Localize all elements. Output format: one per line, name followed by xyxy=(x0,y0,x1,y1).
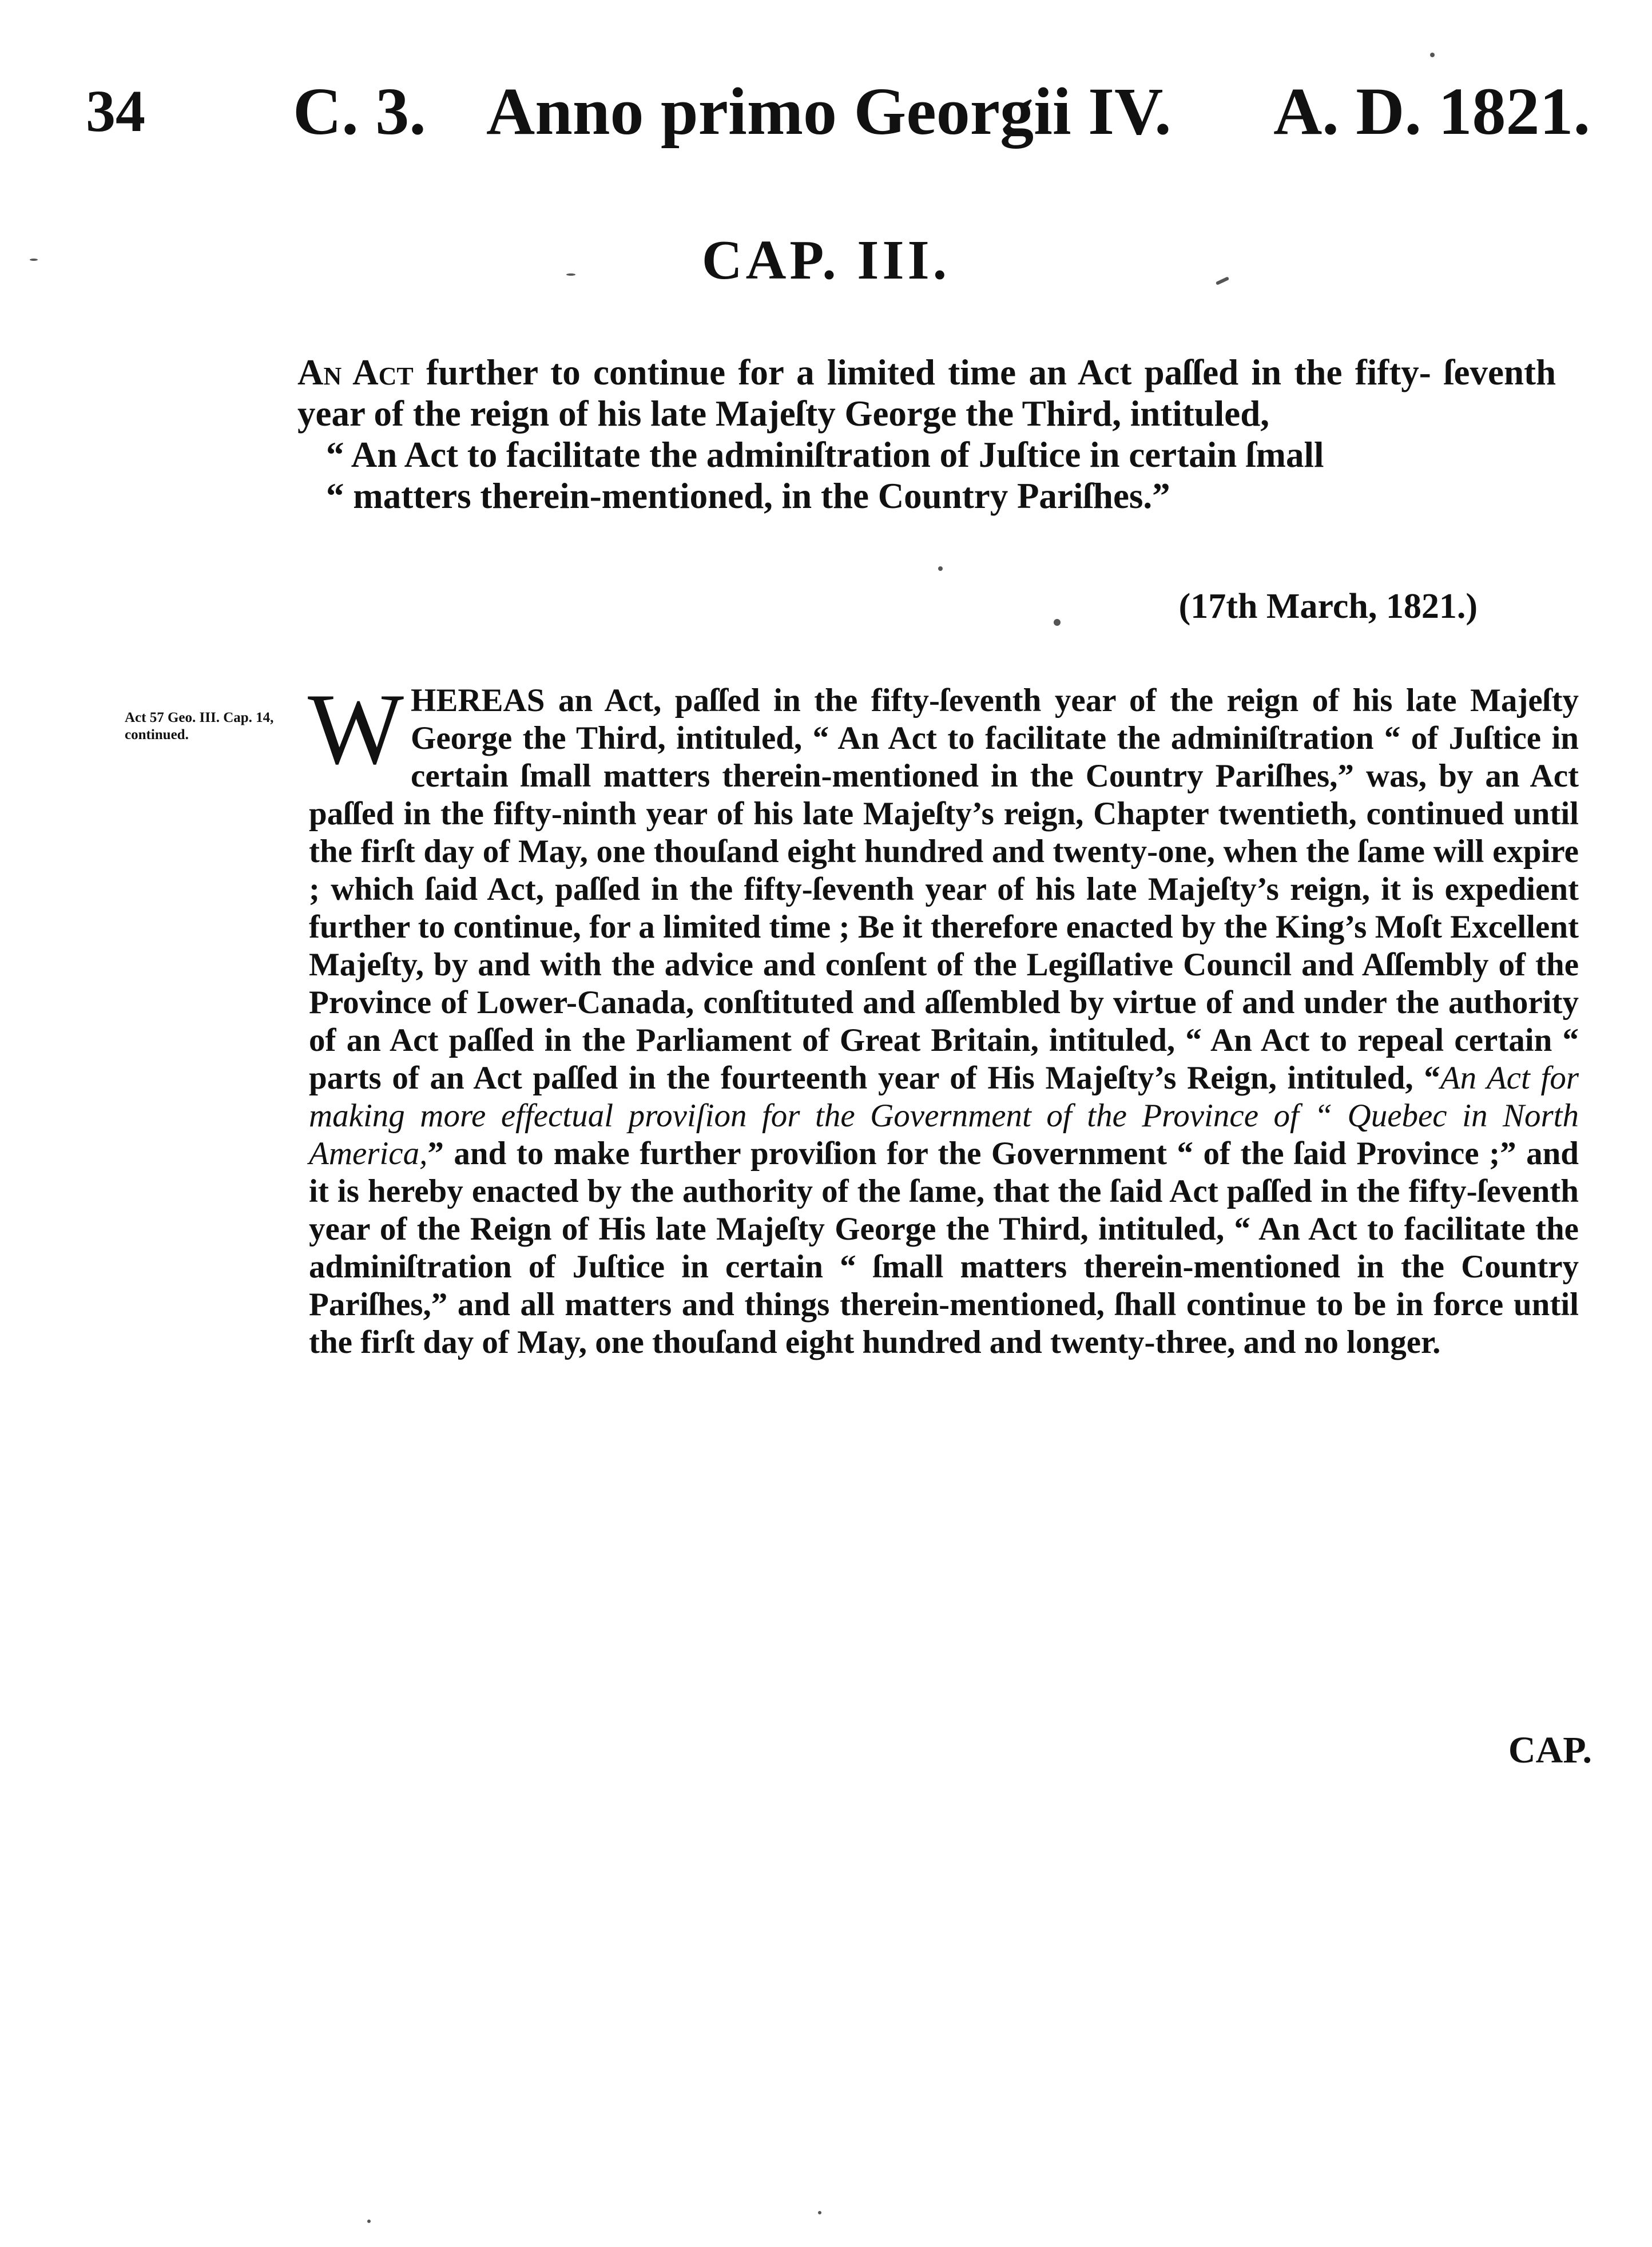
chapter-number: C. 3. xyxy=(293,74,426,149)
enacting-paragraph xyxy=(308,672,1579,1361)
act-title-line-1: further to continue for a limited time an Act paſſed in the fifty- xyxy=(426,352,1431,392)
running-head xyxy=(86,69,1590,154)
act-title-line-3: “ An Act to facilitate the adminiſtration of Juſtice in certain ſmall xyxy=(326,435,1324,475)
paragraph-text-part-2: ” and to make further proviſion for the Government “ of the ſaid Province ;” and it is hereby enacted by the authority of the ſame, that the ſaid Act paſſed in the fifty-ſeventh year of the Reign of His late Majeſty George the Third, intituled, “ An Act to facilitate the adminiſtration of Juſtice in certain “ ſmall matters therein-mentioned in the Country Pariſhes,” and all matters and things therein-mentioned, ſhall continue to be in force until the firſt day of May, one thouſand eight hundred and twenty-three, and no longer. xyxy=(309,1136,1579,1360)
regnal-title: Anno primo Georgii IV. xyxy=(486,74,1172,149)
year-of-act: A. D. 1821. xyxy=(1273,74,1590,149)
act-title-lead: An Act xyxy=(297,352,414,392)
scan-speck xyxy=(938,566,943,571)
scan-speck xyxy=(367,2220,371,2223)
act-title xyxy=(297,352,1556,517)
scan-speck xyxy=(1054,619,1061,626)
page-number: 34 xyxy=(86,78,145,144)
cap-heading: CAP. III. xyxy=(701,229,951,291)
paragraph-italic-title: An Act for making more effectual proviſion for the Government of the Province of “ Quebec in North America, xyxy=(309,1060,1579,1172)
scan-speck xyxy=(1430,53,1435,57)
assent-date: (17th March, 1821.) xyxy=(1178,587,1478,626)
drop-capital: W xyxy=(308,672,404,785)
scan-speck xyxy=(30,259,38,261)
scan-speck xyxy=(566,273,575,276)
catchword: CAP. xyxy=(1508,1729,1592,1771)
margin-note: Act 57 Geo. III. Cap. 14, continued. xyxy=(125,710,274,743)
act-title-line-4: “ matters therein-mentioned, in the Country Pariſhes.” xyxy=(326,476,1170,516)
paragraph-text-part-1: HEREAS an Act, paſſed in the fifty-ſeventh year of the reign of his late Majeſty George the Third, intituled, “ An Act to facilitate the adminiſtration “ of Juſtice in certain ſmall matters therein-mentioned in the Country Pariſhes,” was, by an Act paſſed in the fifty-ninth year of his late Majeſty’s reign, Chapter twentieth, continued until the firſt day of May, one thouſand eight hundred and twenty-one, when the ſame will expire ; which ſaid Act, paſſed in the fifty-ſeventh year of his late Majeſty’s reign, it is expedient further to continue, for a limited time ; Be it therefore enacted by the King’s Moſt Excellent Majeſty, by and with the advice and conſent of the Legiſlative Council and Aſſembly of the Province of Lower-Canada, conſtituted and aſſembled by virtue of and under the authority of an Act paſſed in the Parliament of Great Britain, intituled, “ An Act to repeal certain “ parts of an Act paſſed in the fourteenth year of His Majeſty’s Reign, intituled, “ xyxy=(309,682,1579,1096)
scan-speck xyxy=(818,2211,821,2214)
act-title-line-2: ſeventh year of the reign of his late Majeſty George the Third, intituled, xyxy=(297,352,1556,434)
